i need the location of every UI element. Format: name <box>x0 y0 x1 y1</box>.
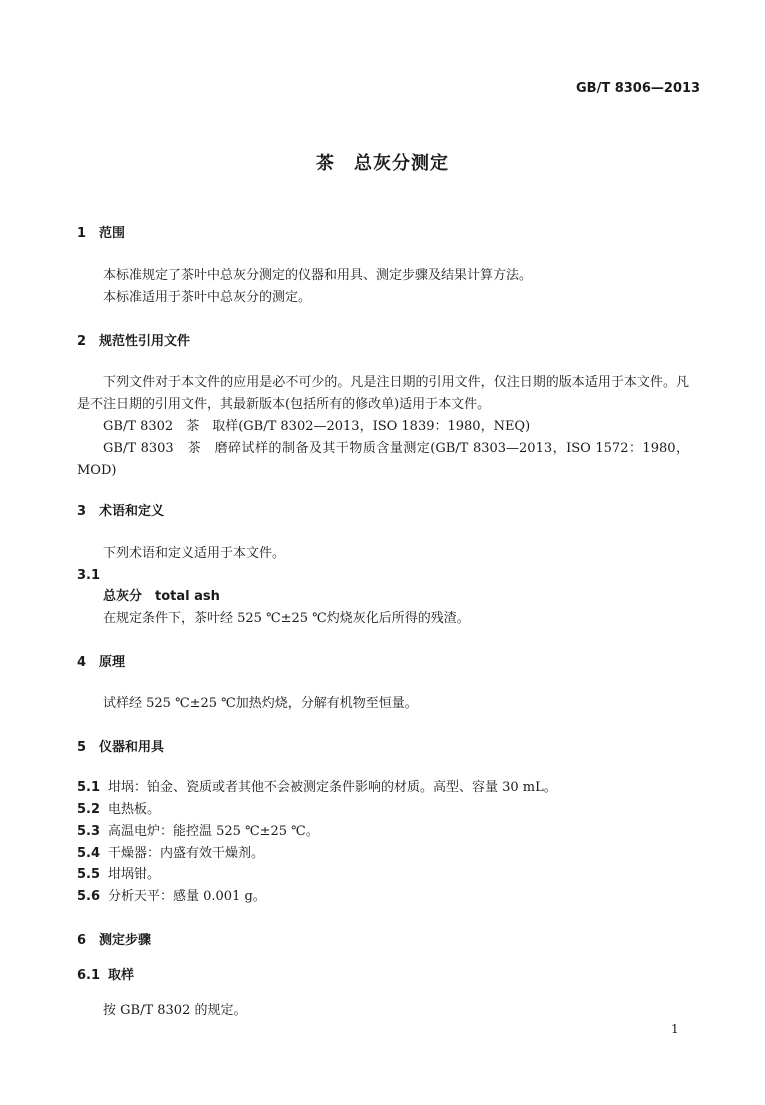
list-item: 5.2 电热板。 <box>77 802 161 817</box>
section-title: 仪器和用具 <box>99 740 165 755</box>
term: 总灰分 total ash <box>103 589 220 604</box>
reference-item: GB/T 8303 茶 磨碎试样的制备及其干物质含量测定(GB/T 8303—2013，ISO 1572：1980，MOD) <box>77 441 689 478</box>
list-item: 5.3 高温电炉：能控温 525 ℃±25 ℃。 <box>77 824 319 839</box>
section-title: 原理 <box>99 655 126 670</box>
paragraph: 试样经 525 ℃±25 ℃加热灼烧，分解有机物至恒量。 <box>103 696 418 711</box>
section-number: 1 <box>77 226 87 241</box>
section-title: 范围 <box>99 226 126 241</box>
section-title: 术语和定义 <box>99 504 165 519</box>
section-heading-principle <box>77 656 125 669</box>
section-number: 4 <box>77 655 87 670</box>
list-item: 5.5 坩埚钳。 <box>77 867 161 882</box>
section-number: 2 <box>77 334 87 349</box>
section-heading-procedure <box>77 934 151 947</box>
section-heading-apparatus <box>77 741 164 754</box>
list-item: 5.6 分析天平：感量 0.001 g。 <box>77 889 266 904</box>
section-heading-terms <box>77 505 164 518</box>
page-number: 1 <box>671 1022 679 1036</box>
paragraph: 按 GB/T 8302 的规定。 <box>103 1003 247 1018</box>
term-definition: 在规定条件下，茶叶经 525 ℃±25 ℃灼烧灰化后所得的残渣。 <box>103 611 470 626</box>
reference-item: GB/T 8302 茶 取样(GB/T 8302—2013，ISO 1839：1980，NEQ) <box>103 419 531 434</box>
section-heading-scope <box>77 227 125 240</box>
paragraph: 本标准适用于茶叶中总灰分的测定。 <box>103 290 312 305</box>
section-number: 5 <box>77 740 87 755</box>
section-number: 3 <box>77 504 87 519</box>
subsection-title: 取样 <box>108 968 135 983</box>
section-number: 6 <box>77 933 87 948</box>
subsection-number: 6.1 <box>77 968 101 983</box>
paragraph: 下列术语和定义适用于本文件。 <box>103 546 286 561</box>
subsection-heading-sampling <box>77 969 134 982</box>
section-title: 规范性引用文件 <box>99 334 191 349</box>
section-heading-normative-references <box>77 335 190 348</box>
paragraph: 下列文件对于本文件的应用是必不可少的。凡是注日期的引用文件，仅注日期的版本适用于本文件。凡是不注日期的引用文件，其最新版本(包括所有的修改单)适用于本文件。 <box>77 375 689 412</box>
paragraph: 本标准规定了茶叶中总灰分测定的仪器和用具、测定步骤及结果计算方法。 <box>103 268 533 283</box>
standard-code: GB/T 8306—2013 <box>576 81 701 96</box>
subsection-number: 3.1 <box>77 568 101 583</box>
document-title: 茶 总灰分测定 <box>316 153 449 174</box>
section-title: 测定步骤 <box>99 933 152 948</box>
list-item: 5.4 干燥器：内盛有效干燥剂。 <box>77 846 265 861</box>
list-item: 5.1 坩埚：铂金、瓷质或者其他不会被测定条件影响的材质。高型、容量 30 mL。 <box>77 780 557 795</box>
